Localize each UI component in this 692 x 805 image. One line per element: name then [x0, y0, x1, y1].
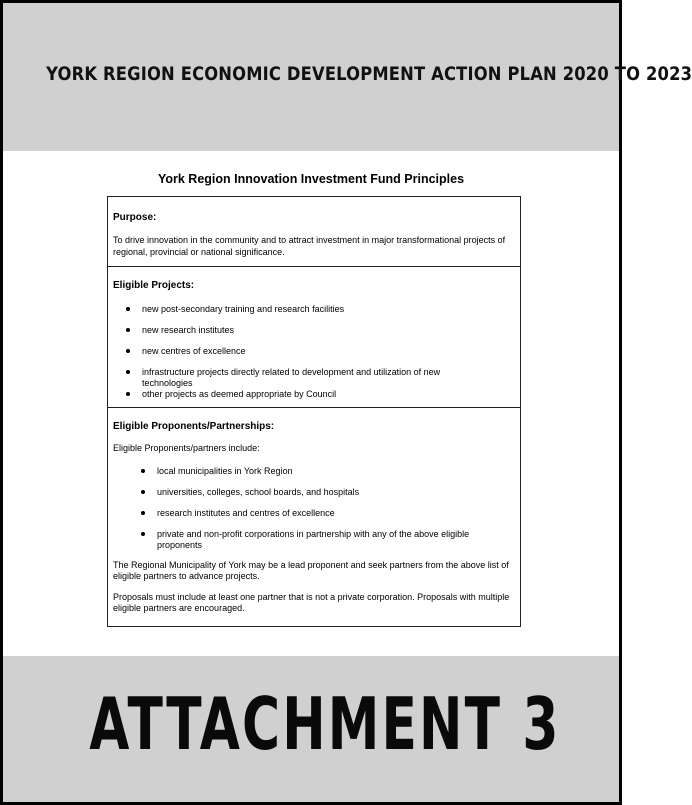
- proposal-requirement-line-1: Proposals must include at least one partner that is not a private corporation. Proposals with multiple: [113, 592, 510, 602]
- proposal-requirement-line-2: eligible partners are encouraged.: [113, 603, 245, 613]
- bullet-icon: [126, 392, 130, 396]
- bullet-icon: [126, 370, 130, 374]
- eligible-proponents-heading: Eligible Proponents/Partnerships:: [113, 421, 275, 432]
- plan-title: YORK REGION ECONOMIC DEVELOPMENT ACTION PLAN 2020 TO 2023: [46, 63, 692, 85]
- purpose-text-line-1: To drive innovation in the community and to attract investment in major transformational projects of: [113, 235, 506, 245]
- principles-table: [107, 196, 521, 627]
- lead-proponent-note-line-1: The Regional Municipality of York may be a lead proponent and seek partners from the above list of: [113, 560, 509, 570]
- eligible-projects-section: Eligible Projects: new post-secondary training and research facilities new research institutes new centres of excellence infrastructure projects directly related to development and utilization of new technologies other projects as deemed appropriate by Council: [108, 267, 520, 408]
- bullet-icon: [126, 307, 130, 311]
- purpose-text-line-2: regional, provincial or national significance.: [113, 247, 285, 257]
- attachment-label: ATTACHMENT 3: [89, 682, 561, 766]
- bullet-icon: [141, 490, 145, 494]
- proponents-intro: Eligible Proponents/partners include:: [113, 443, 260, 453]
- document-title: York Region Innovation Investment Fund Principles: [157, 172, 465, 186]
- bullet-icon: [141, 511, 145, 515]
- eligible-projects-heading: Eligible Projects:: [113, 280, 195, 291]
- purpose-heading: Purpose:: [113, 212, 157, 223]
- bullet-icon: [141, 532, 145, 536]
- bullet-icon: [126, 328, 130, 332]
- header-band: [3, 3, 692, 151]
- lead-proponent-note-line-2: eligible partners to advance projects.: [113, 571, 260, 581]
- purpose-section: [108, 197, 520, 267]
- bullet-icon: [126, 349, 130, 353]
- eligible-proponents-section: Eligible Proponents/Partnerships: Eligible Proponents/partners include: local municipalities in York Region universities, colleges, school boards, and hospitals research institutes and centres of excellence private and non-profit corporations in partnership with any of the above eligible proponents The Regional Municipality of York may be a lead proponent and seek partners from the above list of eligible partners to advance projects. Proposals must include at least one partner that is not a private corporation. Proposals with multiple eligible partners are encouraged.: [108, 408, 520, 626]
- bullet-icon: [141, 469, 145, 473]
